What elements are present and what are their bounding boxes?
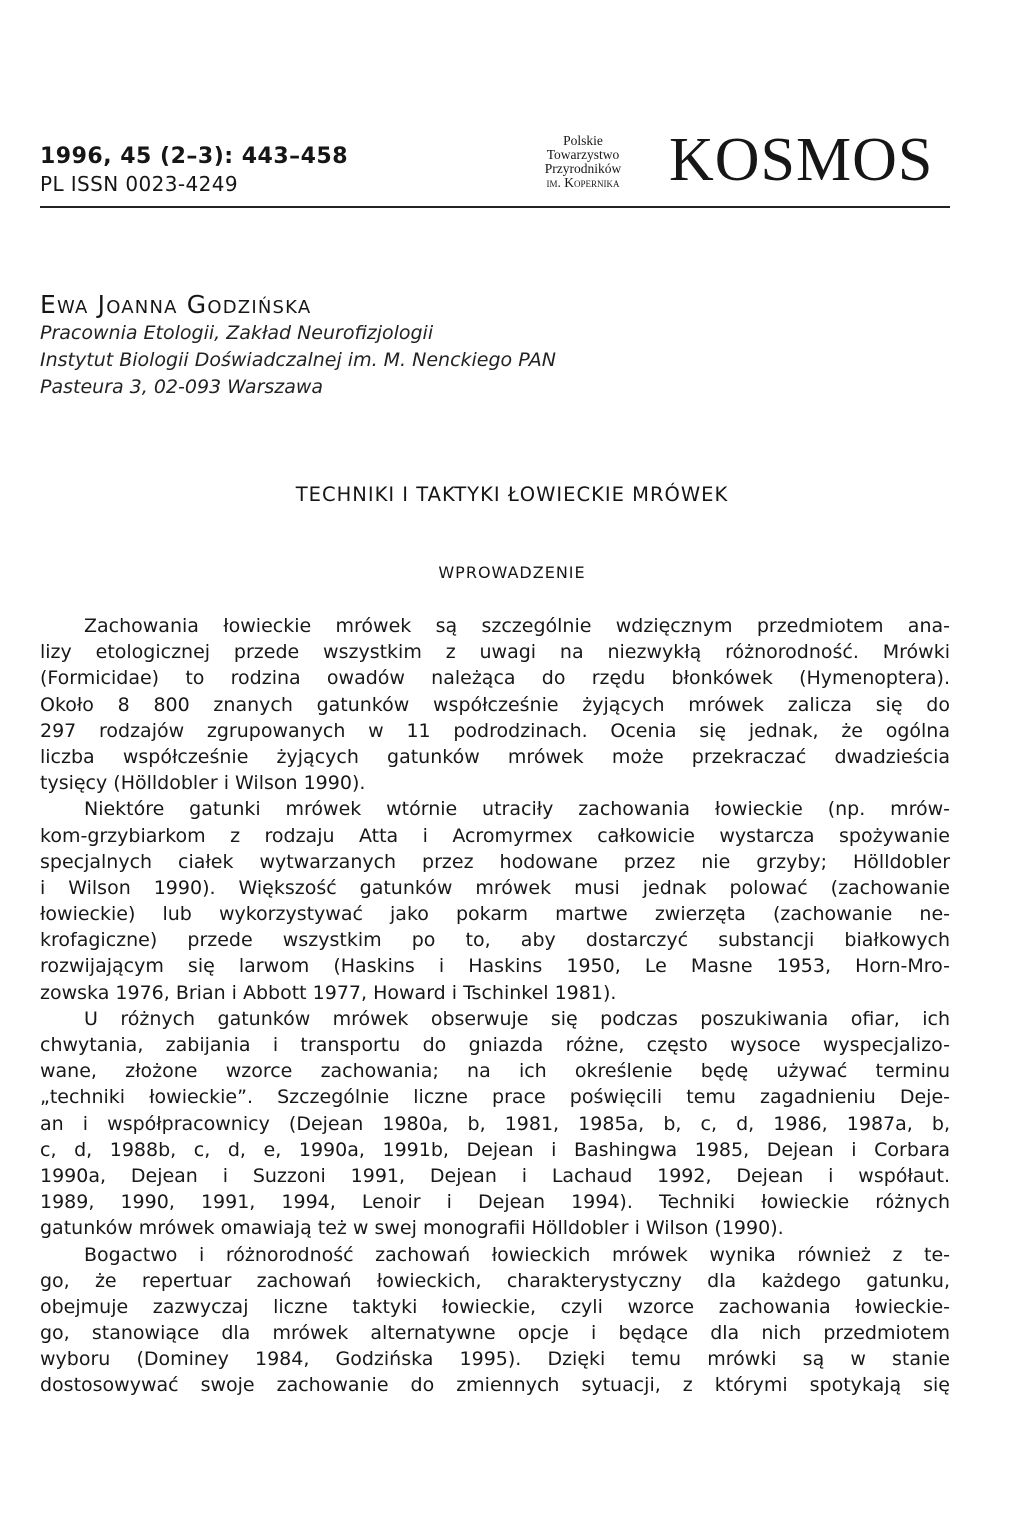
text-line: Zachowania łowieckie mrówek są szczególnie wdzięcznym przedmiotem ana- [84, 615, 950, 637]
text-line: U różnych gatunków mrówek obserwuje się podczas poszukiwania ofiar, ich [84, 1007, 950, 1030]
society-name [503, 134, 663, 190]
text-line: go, stanowiące dla mrówek alternatywne opcje i będące dla nich przedmiotem [40, 1322, 950, 1345]
header-rule [40, 206, 950, 208]
text-line: łowieckie) lub wykorzystywać jako pokarm martwe zwierzęta (zachowanie ne- [40, 903, 950, 926]
text-line: dostosowywać swoje zachowanie do zmiennych sytuacji, z którymi spotykają się [40, 1374, 950, 1397]
text-line: kom-grzybiarkom z rodzaju Atta i Acromyrmex całkowicie wystarcza spożywanie [40, 824, 950, 847]
text-line: chwytania, zabijania i transportu do gniazda różne, często wysoce wyspecjalizo- [40, 1034, 950, 1056]
text-line: tysięcy (Hölldobler i Wilson 1990). [40, 772, 366, 795]
text-line: c, d, 1988b, c, d, e, 1990a, 1991b, Dejean i Bashingwa 1985, Dejean i Corbara [40, 1138, 950, 1161]
text-line: (Formicidae) to rodzina owadów należąca do rzędu błonkówek (Hymenoptera). [40, 667, 950, 690]
text-line: go, że repertuar zachowań łowieckich, charakterystyczny dla każdego gatunku, [40, 1269, 950, 1292]
text-line: Niektóre gatunki mrówek wtórnie utraciły zachowania łowieckie (np. mrów- [84, 798, 950, 821]
text-line: gatunków mrówek omawiają też w swej monografii Hölldobler i Wilson (1990). [40, 1217, 784, 1240]
text-line: rozwijającym się larwom (Haskins i Haskins 1950, Le Masne 1953, Horn-Mro- [40, 955, 950, 978]
affiliation-line: Instytut Biologii Doświadczalnej im. M. Nenckiego PAN [40, 349, 556, 371]
journal-title: KOSMOS [669, 126, 934, 194]
body-text [40, 613, 950, 1399]
society-line: Przyrodników [544, 161, 622, 176]
text-line: obejmuje zazwyczaj liczne taktyki łowieckie, czyli wzorce zachowania łowieckie- [40, 1295, 950, 1318]
society-line: im. Kopernika [546, 175, 620, 190]
text-line: 1990a, Dejean i Suzzoni 1991, Dejean i Lachaud 1992, Dejean i współaut. [40, 1164, 950, 1187]
text-line: wane, złożone wzorce zachowania; na ich określenie będę używać terminu [40, 1060, 950, 1083]
text-line: wyboru (Dominey 1984, Godzińska 1995). Dzięki temu mrówki są w stanie [40, 1348, 950, 1371]
text-line: 1989, 1990, 1991, 1994, Lenoir i Dejean 1994). Techniki łowieckie różnych [40, 1191, 950, 1214]
author-block [40, 290, 940, 401]
text-line: 297 rodzajów zgrupowanych w 11 podrodzinach. Ocenia się jednak, że ogólna [40, 719, 950, 742]
citation: 1996, 45 (2–3): 443–458 [40, 144, 349, 169]
text-line: an i współpracownicy (Dejean 1980a, b, 1981, 1985a, b, c, d, 1986, 1987a, b, [40, 1112, 950, 1135]
society-line: Towarzystwo [546, 147, 620, 162]
text-line: zowska 1976, Brian i Abbott 1977, Howard i Tschinkel 1981). [40, 981, 617, 1004]
article-title: TECHNIKI I TAKTYKI ŁOWIECKIE MRÓWEK [295, 483, 729, 506]
text-line: Bogactwo i różnorodność zachowań łowieckich mrówek wynika również z te- [84, 1243, 950, 1266]
affiliation-line: Pasteura 3, 02-093 Warszawa [40, 376, 324, 398]
text-line: i Wilson 1990). Większość gatunków mrówek musi jednak polować (zachowanie [40, 876, 950, 899]
text-line: „techniki łowieckie”. Szczególnie liczne prace poświęcili temu zagadnieniu Deje- [40, 1086, 950, 1109]
text-line: Około 8 800 znanych gatunków współcześnie żyjących mrówek zalicza się do [40, 693, 950, 716]
issn: PL ISSN 0023-4249 [40, 172, 238, 197]
citation-block [40, 144, 348, 196]
text-line: liczba współcześnie żyjących gatunków mrówek może przekraczać dwadzieścia [40, 745, 950, 768]
author-name: Ewa Joanna Godzińska [40, 290, 312, 319]
text-line: lizy etologicznej przede wszystkim z uwagi na niezwykłą różnorodność. Mrówki [40, 641, 950, 664]
society-line: Polskie [563, 133, 603, 148]
text-line: specjalnych ciałek wytwarzanych przez hodowane przez nie grzyby; Hölldobler [40, 850, 950, 873]
affiliation-line: Pracownia Etologii, Zakład Neurofizjologii [40, 322, 434, 344]
text-line: krofagiczne) przede wszystkim po to, aby dostarczyć substancji białkowych [40, 929, 950, 952]
masthead [40, 128, 950, 206]
section-heading: WPROWADZENIE [438, 563, 586, 582]
